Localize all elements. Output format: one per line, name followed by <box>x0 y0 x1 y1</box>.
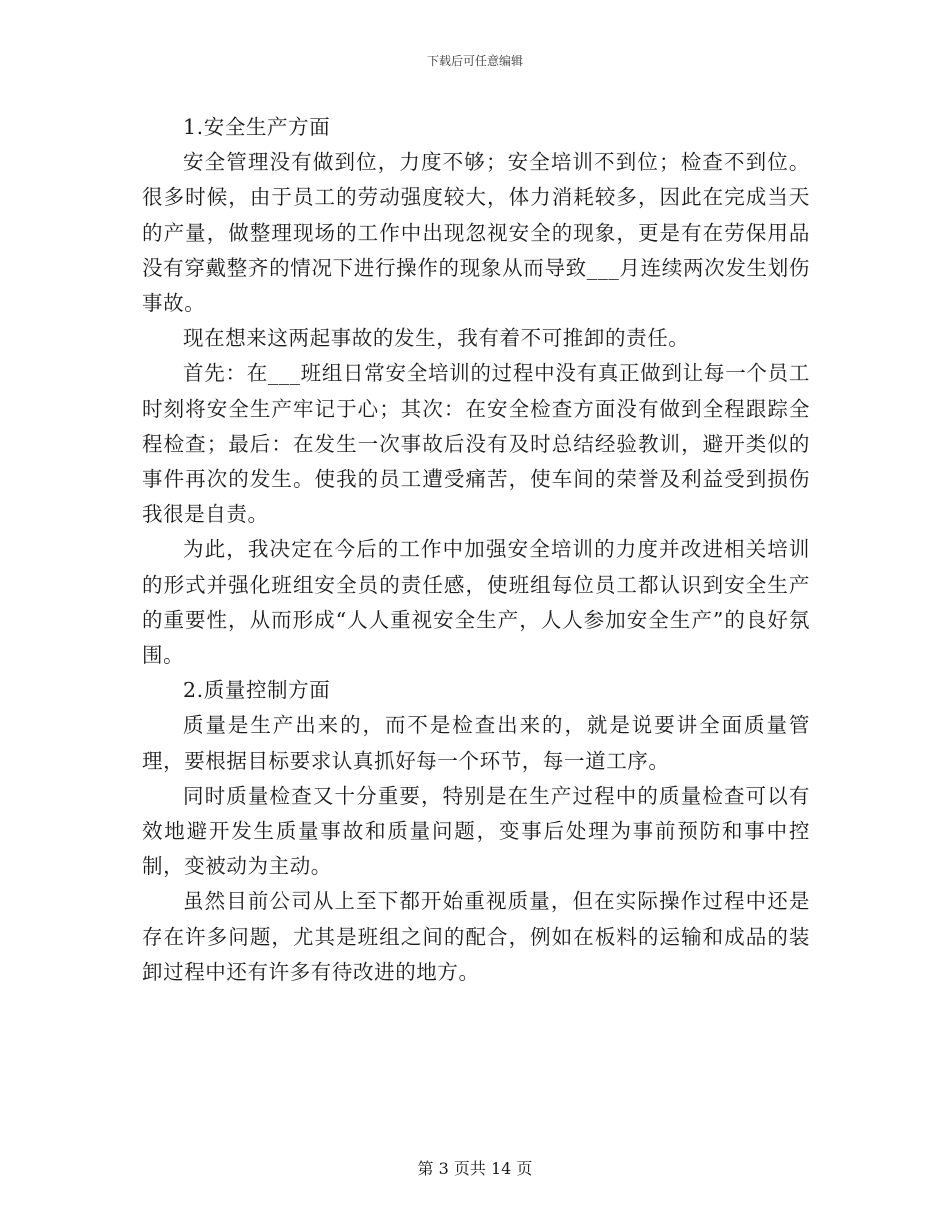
section-heading-quality: 2.质量控制方面 <box>183 678 331 703</box>
header-note: 下载后可任意编辑 <box>426 54 523 68</box>
page-number: 第 3 页共 14 页 <box>417 1159 533 1178</box>
paragraph-improvement-plan: 为此，我决定在今后的工作中加强安全培训的力度并改进相关培训的形式并强化班组安全员的责任感，使班组每位员工都认识到安全生产的重要性，从而形成“人人重视安全生产，人人参加安全生产”的良好氛围。 <box>142 537 810 668</box>
paragraph-quality-inspection: 同时质量检查又十分重要，特别是在生产过程中的质量检查可以有效地避开发生质量事故和质量问题，变事后处理为事前预防和事中控制，变被动为主动。 <box>142 783 810 879</box>
paragraph-quality-problems: 虽然目前公司从上至下都开始重视质量，但在实际操作过程中还是存在许多问题，尤其是班组之间的配合，例如在板料的运输和成品的装卸过程中还有许多有待改进的地方。 <box>142 889 810 984</box>
paragraph-shortcomings: 首先：在___班组日常安全培训的过程中没有真正做到让每一个员工时刻将安全生产牢记于心；其次：在安全检查方面没有做到全程跟踪全程检查；最后：在发生一次事故后没有及时总结经验教训，避开类似的事件再次的发生。使我的员工遭受痛苦，使车间的荣誉及利益受到损伤我很是自责。 <box>142 361 810 527</box>
paragraph-safety-issues: 安全管理没有做到位，力度不够；安全培训不到位；检查不到位。很多时候，由于员工的劳动强度较大，体力消耗较多，因此在完成当天的产量，做整理现场的工作中出现忽视安全的现象，更是有在劳保用品没有穿戴整齐的情况下进行操作的现象从而导致___月连续两次发生划伤事故。 <box>142 150 810 316</box>
document-body <box>142 110 810 990</box>
paragraph-responsibility: 现在想来这两起事故的发生，我有着不可推卸的责任。 <box>183 326 690 351</box>
paragraph-quality-management: 质量是生产出来的，而不是检查出来的，就是说要讲全面质量管理，要根据目标要求认真抓好每一个环节，每一道工序。 <box>142 713 810 773</box>
section-heading-safety: 1.安全生产方面 <box>183 115 331 139</box>
